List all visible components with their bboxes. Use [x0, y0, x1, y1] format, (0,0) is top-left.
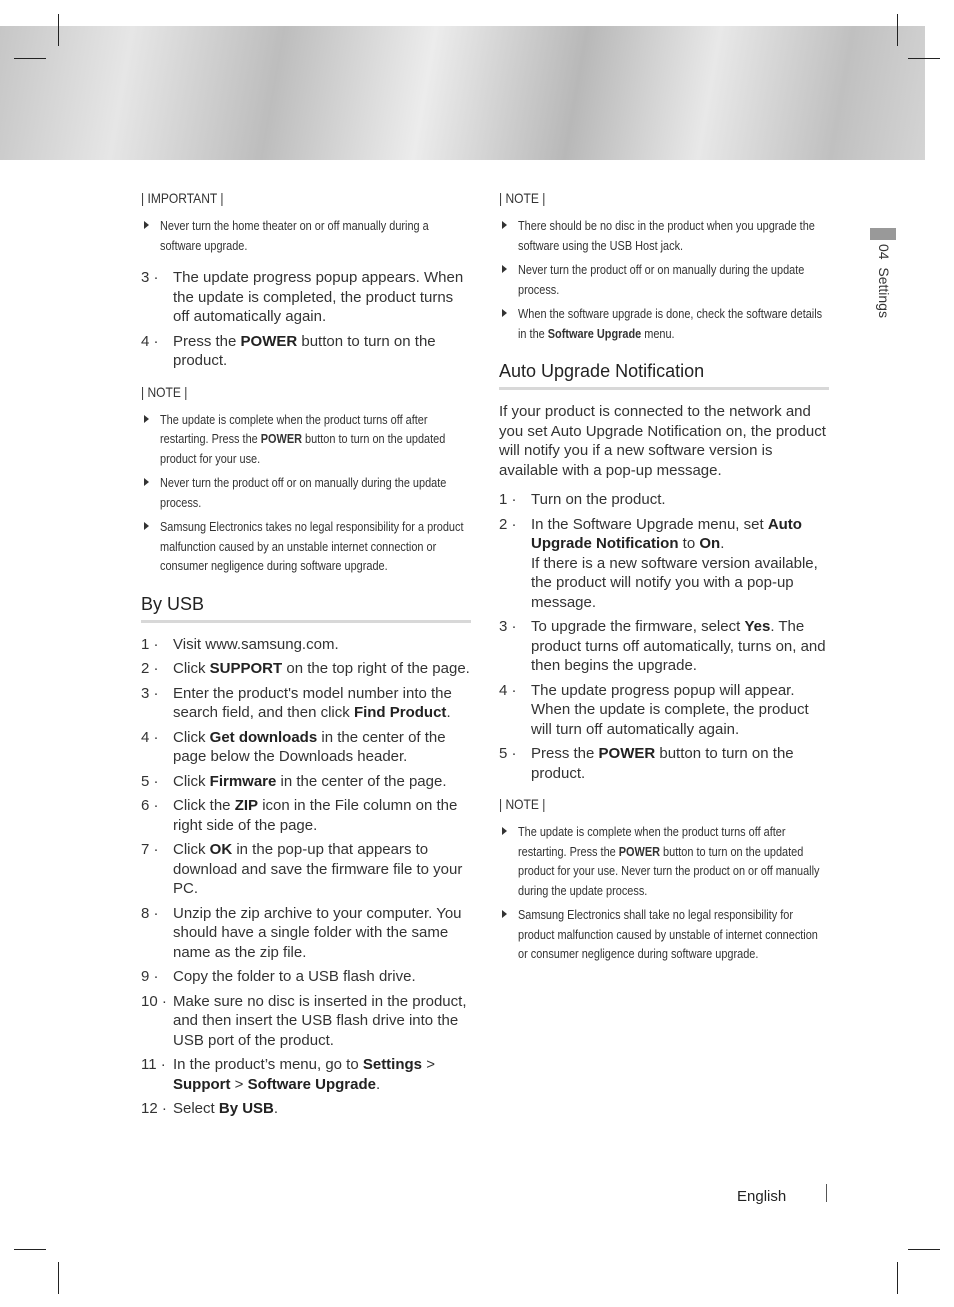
- emphasis-text: Find Product: [353, 704, 447, 721]
- left-column: [141, 190, 471, 1124]
- right-column: [499, 190, 829, 969]
- step-text: [173, 1055, 471, 1094]
- step-number: 4 ·: [499, 681, 517, 699]
- step-text: [173, 332, 471, 371]
- text-run: The update progress popup appears. When the update is completed, the product turns off automatically again.: [173, 269, 464, 325]
- emphasis-text: Yes: [744, 618, 771, 635]
- text-run: button to turn on the updated product for your use.: [160, 431, 446, 466]
- step-number: 3 ·: [141, 269, 159, 286]
- step-number: 6 ·: [141, 797, 159, 814]
- text-run: button to turn on the product.: [531, 745, 794, 782]
- text-run: Click: [173, 772, 210, 790]
- step-number: 7 ·: [141, 841, 159, 858]
- chapter-tab: [870, 228, 896, 240]
- emphasis-text: Get downloads: [209, 728, 318, 746]
- emphasis-text: OK: [209, 841, 233, 858]
- text-run: menu.: [641, 325, 675, 341]
- note-label: | NOTE |: [499, 190, 546, 206]
- step-item: [141, 659, 471, 679]
- step-item: [141, 992, 471, 1051]
- chapter-title: Settings: [876, 267, 892, 318]
- step-item: [141, 728, 471, 767]
- emphasis-text: ZIP: [234, 797, 259, 814]
- note-bullet: [499, 216, 829, 255]
- emphasis-text: Settings: [362, 1056, 423, 1073]
- note-bullet: [141, 410, 471, 469]
- text-run: Never turn the home theater on or off manually during a software upgrade.: [160, 218, 429, 253]
- note-text: [160, 473, 471, 512]
- text-run: .: [375, 1075, 381, 1093]
- text-run: button to turn on the product.: [173, 332, 436, 369]
- text-run: to: [678, 535, 700, 552]
- emphasis-text: POWER: [260, 431, 303, 446]
- text-run: Press the: [531, 745, 599, 762]
- note-bullet: [141, 216, 471, 255]
- emphasis-text: POWER: [618, 843, 661, 859]
- crop-mark: [58, 1262, 59, 1294]
- header-banner: [0, 26, 925, 160]
- text-run: Enter the product's model number into the search field, and then click: [173, 684, 452, 721]
- emphasis-text: POWER: [240, 332, 298, 350]
- step-number: 2 ·: [141, 660, 159, 677]
- footer-language: English: [737, 1188, 787, 1205]
- text-run: button to turn on the updated product for your use. Never turn the product on or off manually during the update process.: [518, 843, 820, 898]
- text-run: Never turn the product off or on manually during the update process.: [518, 262, 805, 297]
- section-title-auto-upgrade: Auto Upgrade Notification: [499, 361, 829, 390]
- step-text: [531, 744, 829, 783]
- section-title-by-usb: By USB: [141, 594, 471, 623]
- footer-divider: [826, 1184, 827, 1202]
- crop-mark: [58, 14, 59, 46]
- step-number: 9 ·: [141, 968, 159, 985]
- step-number: 3 ·: [141, 684, 159, 702]
- crop-mark: [897, 1262, 898, 1294]
- note-bullet: [499, 304, 829, 343]
- text-run: There should be no disc in the product when you upgrade the software using the USB Host jack.: [518, 218, 815, 253]
- step-number: 10 ·: [141, 992, 167, 1010]
- text-run: in the center of the page below the Downloads header.: [173, 728, 446, 765]
- note-label: | NOTE |: [141, 383, 188, 400]
- auto-upgrade-intro: If your product is connected to the network and you set Auto Upgrade Notification on, the product will notify you if a new software version is available with a pop-up message.: [499, 403, 826, 479]
- note-text: [518, 822, 829, 900]
- text-run: Visit www.samsung.com.: [173, 635, 339, 653]
- step-item: [141, 1099, 471, 1119]
- step-number: 5 ·: [141, 772, 159, 790]
- step-item: [141, 772, 471, 792]
- usb-steps: [141, 635, 471, 1119]
- step-text: [173, 772, 471, 792]
- emphasis-text: Software Upgrade: [247, 1075, 376, 1093]
- step-item: [141, 967, 471, 987]
- text-run: The update progress popup will appear. When the update is complete, the product will turn off automatically again.: [531, 681, 809, 738]
- note-list: [499, 216, 829, 343]
- text-run: . The product turns off automatically, turns on, and then begins the upgrade.: [531, 618, 826, 674]
- text-run: Make sure no disc is inserted in the product, and then insert the USB flash drive into the USB port of the product.: [173, 992, 467, 1049]
- triangle-bullet-icon: [502, 309, 507, 317]
- triangle-bullet-icon: [144, 522, 149, 530]
- step-text: [173, 992, 471, 1051]
- emphasis-text: Auto Upgrade Notification: [531, 515, 802, 552]
- note-text: [518, 260, 829, 299]
- step-item: [499, 515, 829, 613]
- text-run: Click: [173, 841, 210, 858]
- step-text: [531, 681, 829, 740]
- emphasis-text: Support: [173, 1075, 231, 1093]
- step-item: [141, 684, 471, 723]
- note-list: [499, 822, 829, 964]
- crop-mark: [897, 14, 898, 46]
- triangle-bullet-icon: [144, 478, 149, 486]
- text-run: Samsung Electronics takes no legal responsibility for a product malfunction caused by an unstable internet connection or consumer negligence during software upgrade.: [160, 519, 464, 573]
- step-item: [141, 796, 471, 835]
- step-number: 4 ·: [141, 332, 159, 350]
- triangle-bullet-icon: [502, 221, 507, 229]
- step-text: [531, 617, 829, 676]
- step-number: 4 ·: [141, 728, 159, 746]
- step-text: [173, 268, 471, 327]
- step-text: [173, 904, 471, 963]
- important-label: | IMPORTANT |: [141, 190, 224, 206]
- note-text: [518, 905, 829, 964]
- step-text: [173, 659, 471, 679]
- text-run: .: [273, 1100, 279, 1117]
- triangle-bullet-icon: [502, 265, 507, 273]
- text-run: Click: [173, 660, 210, 677]
- text-run: The update is complete when the product turns off after restarting. Press the: [518, 824, 786, 859]
- step-item: [141, 332, 471, 371]
- text-run: In the product’s menu, go to: [173, 1056, 363, 1073]
- step-text: [173, 1099, 471, 1119]
- emphasis-text: Firmware: [209, 772, 277, 790]
- text-run: The update is complete when the product turns off after restarting. Press the: [160, 411, 428, 446]
- note-bullet: [499, 260, 829, 299]
- triangle-bullet-icon: [144, 221, 149, 229]
- triangle-bullet-icon: [502, 910, 507, 918]
- step-text: [531, 515, 829, 554]
- note-text: [160, 216, 471, 255]
- update-steps: [141, 268, 471, 371]
- emphasis-text: SUPPORT: [209, 660, 283, 677]
- step-number: 1 ·: [499, 491, 517, 508]
- text-run: To upgrade the firmware, select: [531, 618, 745, 635]
- emphasis-text: Software Upgrade: [547, 325, 642, 341]
- note-bullet: [499, 905, 829, 964]
- step-number: 2 ·: [499, 515, 517, 533]
- text-run: Unzip the zip archive to your computer. You should have a single folder with the same name as the zip file.: [173, 904, 462, 961]
- step-number: 3 ·: [499, 618, 517, 635]
- step-item: [141, 904, 471, 963]
- text-run: Select: [173, 1100, 219, 1117]
- step-extra-text: If there is a new software version available, the product will notify you with a pop-up message.: [531, 554, 818, 611]
- step-item: [499, 617, 829, 676]
- note-bullet: [499, 822, 829, 900]
- chapter-label: [876, 244, 892, 318]
- note-label: | NOTE |: [499, 796, 546, 812]
- step-item: [141, 635, 471, 655]
- text-run: Samsung Electronics shall take no legal responsibility for product malfunction caused by unstable of internet connection or consumer negligence during software upgrade.: [518, 907, 818, 961]
- text-run: Click: [173, 728, 210, 746]
- auto-upgrade-steps: [499, 490, 829, 783]
- note-text: [160, 517, 471, 576]
- text-run: Press the: [173, 332, 241, 350]
- text-run: >: [230, 1075, 248, 1093]
- note-bullet: [141, 473, 471, 512]
- step-text: [173, 684, 471, 723]
- text-run: .: [720, 535, 725, 552]
- step-number: 12 ·: [141, 1100, 167, 1117]
- note-text: [160, 410, 471, 469]
- step-item: [499, 681, 829, 740]
- step-number: 1 ·: [141, 635, 159, 653]
- note-list: [141, 410, 471, 576]
- step-number: 8 ·: [141, 904, 159, 922]
- text-run: Never turn the product off or on manually during the update process.: [160, 475, 447, 510]
- step-item: [141, 268, 471, 327]
- important-list: [141, 216, 471, 255]
- text-run: Turn on the product.: [531, 491, 666, 508]
- text-run: Copy the folder to a USB flash drive.: [173, 968, 416, 985]
- step-text: [173, 635, 471, 655]
- crop-mark: [14, 1249, 46, 1250]
- text-run: in the center of the page.: [276, 772, 447, 790]
- step-item: [141, 1055, 471, 1094]
- step-text: [531, 490, 829, 510]
- step-number: 5 ·: [499, 745, 517, 762]
- step-number: 11 ·: [141, 1056, 166, 1073]
- text-run: In the Software Upgrade menu, set: [531, 515, 768, 533]
- text-run: When the software upgrade is done, check the software details in the: [518, 306, 823, 341]
- step-item: [499, 744, 829, 783]
- step-text: [173, 796, 471, 835]
- emphasis-text: POWER: [598, 745, 656, 762]
- triangle-bullet-icon: [144, 415, 149, 423]
- text-run: .: [446, 704, 451, 721]
- text-run: on the top right of the page.: [282, 660, 470, 677]
- crop-mark: [14, 58, 46, 59]
- step-text: [173, 728, 471, 767]
- triangle-bullet-icon: [502, 827, 507, 835]
- text-run: icon in the File column on the right side of the page.: [173, 797, 458, 834]
- text-run: >: [422, 1056, 435, 1073]
- crop-mark: [908, 1249, 940, 1250]
- note-text: [518, 304, 829, 343]
- step-item: [141, 840, 471, 899]
- text-run: Click the: [173, 797, 235, 814]
- note-text: [518, 216, 829, 255]
- emphasis-text: By USB: [218, 1100, 274, 1117]
- crop-mark: [908, 58, 940, 59]
- note-bullet: [141, 517, 471, 576]
- step-text: [173, 967, 471, 987]
- emphasis-text: On: [699, 535, 721, 552]
- text-run: in the pop-up that appears to download and save the firmware file to your PC.: [173, 841, 463, 897]
- chapter-number: 04: [876, 244, 892, 260]
- step-item: [499, 490, 829, 510]
- step-text: [173, 840, 471, 899]
